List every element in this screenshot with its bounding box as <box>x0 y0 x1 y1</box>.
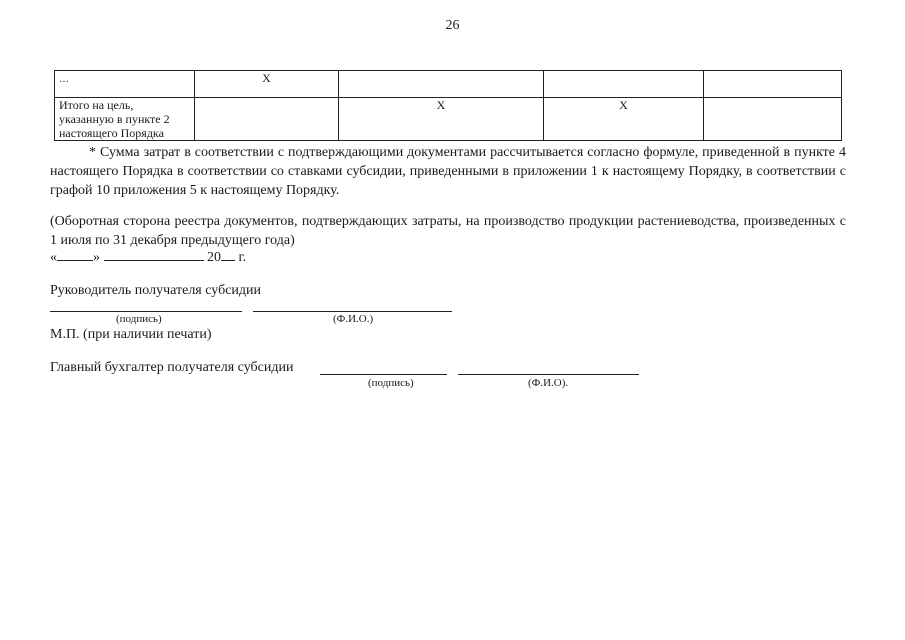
table-cell <box>544 71 704 98</box>
accountant-name-line <box>458 374 639 375</box>
page-number: 26 <box>445 18 460 33</box>
year-prefix: 20 <box>207 250 221 265</box>
day-blank <box>57 248 93 261</box>
stamp-note: М.П. (при наличии печати) <box>50 327 212 342</box>
total-label-line: указанную в пункте 2 <box>59 112 170 126</box>
date-close-quote: » <box>93 250 100 265</box>
accountant-name-caption: (Ф.И.О). <box>528 377 569 389</box>
month-blank <box>104 248 204 261</box>
head-name-caption: (Ф.И.О.) <box>333 313 374 325</box>
table-cell <box>704 71 842 98</box>
table-row <box>55 71 842 98</box>
total-label-line: настоящего Порядка <box>59 126 164 140</box>
total-label-line: Итого на цель, <box>59 98 134 112</box>
accountant-signature-caption: (подпись) <box>368 377 414 389</box>
date-line <box>50 248 246 266</box>
footnote-text: * Сумма затрат в соответствии с подтверждающими документами рассчитывается согласно формуле, приведенной в пункте 4 настоящего Порядка в соответствии со ставками субсидии, приведенными в приложении 1 к настоящему Порядку, в соответствии с графой 10 приложения 5 к настоящему Порядку. <box>50 145 846 198</box>
head-name-line <box>253 311 452 312</box>
head-signature-caption: (подпись) <box>116 313 162 325</box>
table-cell-x-mark: Х <box>544 98 704 141</box>
costs-table <box>54 70 842 141</box>
table-row-total <box>55 98 842 141</box>
accountant-signature-line <box>320 374 447 375</box>
reverse-side-note: (Оборотная сторона реестра документов, подтверждающих затраты, на производство продукции растениеводства, произведенных с 1 июля по 31 декабря предыдущего года) <box>50 214 846 248</box>
head-of-recipient-label: Руководитель получателя субсидии <box>50 283 262 298</box>
table-cell <box>339 71 544 98</box>
table-cell-x-mark: Х <box>195 71 339 98</box>
date-open-quote: « <box>50 250 57 265</box>
year-blank <box>221 248 235 261</box>
table-cell-x-mark: Х <box>339 98 544 141</box>
table-cell-ellipsis: … <box>55 71 195 98</box>
table-cell <box>195 98 339 141</box>
chief-accountant-label: Главный бухгалтер получателя субсидии <box>50 360 294 375</box>
year-suffix: г. <box>238 250 247 265</box>
table-cell-total-label <box>55 98 195 141</box>
head-signature-line <box>50 311 242 312</box>
table-cell <box>704 98 842 141</box>
